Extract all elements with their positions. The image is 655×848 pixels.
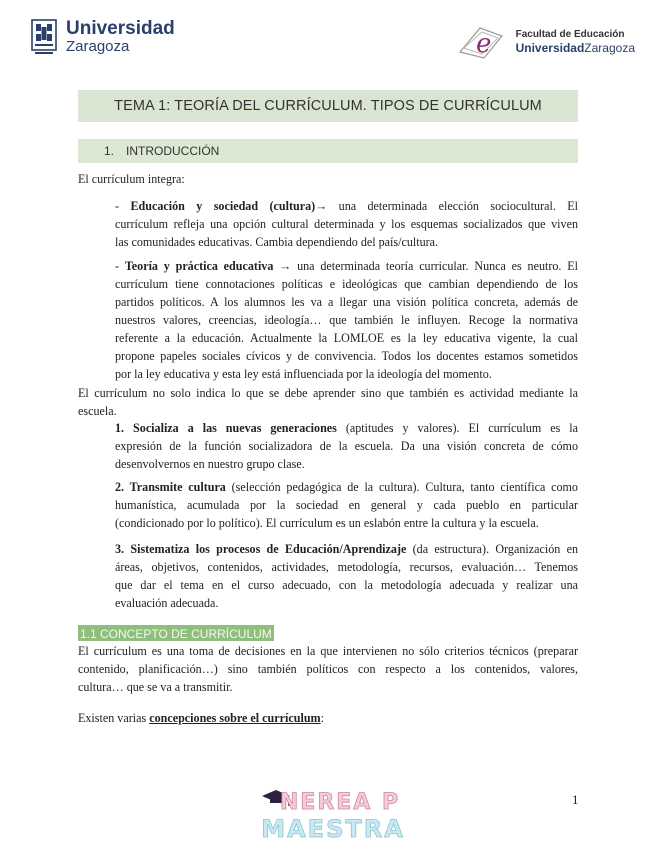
para3-line1: El currículum es una toma de decisiones en la que intervienen no sólo criterios técnicos (preparar (78, 644, 578, 658)
faculty-university-bold: Universidad (515, 41, 585, 55)
document-title: TEMA 1: TEORÍA DEL CURRÍCULUM. TIPOS DE CURRÍCULUM (114, 98, 542, 114)
item2-line3: (condicionado por lo político). El currículum es un eslabón entre la cultura y la escuela. (115, 516, 539, 530)
document-title-box (78, 90, 578, 122)
paragraph-concepciones: Existen varias concepciones sobre el currículum: (78, 711, 324, 725)
logo-line1: NEREA P (279, 790, 401, 815)
section-heading: INTRODUCCIÓN (126, 144, 220, 158)
bullet2-line6: propone papeles sociales cívicos y de convivencia. Todos los docentes estamos sometidos (115, 349, 578, 363)
intro-text: El currículum integra: (78, 172, 185, 186)
item2-line2: humanística, acumulada por la sociedad en general y cada pueblo en particular (115, 498, 578, 512)
para2-line1: El currículum no solo indica lo que se debe aprender sino que también es actividad mediante la (78, 386, 578, 400)
subsection-heading: 1.1 CONCEPTO DE CURRÍCULUM (80, 627, 272, 641)
uz-name-line2: Zaragoza (66, 38, 130, 55)
item3-line3: que dar el tema en el curso adecuado, con la metodología adecuada y realizar una (115, 578, 578, 592)
bullet1-line2: currículum refleja una opción cultural determinada y los esquemas socializados que viven (115, 217, 578, 231)
item-transmite (115, 478, 578, 532)
faculty-university (516, 41, 635, 56)
concepciones-link-text: concepciones sobre el currículum (149, 711, 321, 725)
item1-line3: desenvolvernos en nuestro grupo clase. (115, 457, 305, 471)
subsection-highlight (78, 625, 274, 641)
section-heading-box (78, 139, 578, 163)
bullet2-line2: currículum tiene connotaciones políticas e ideológicas que cambian dependiendo de los (115, 277, 578, 291)
paragraph-concepto (78, 642, 578, 696)
bullet2-line7: por la ley educativa y esta ley está influenciada por la ideología del momento. (115, 367, 492, 381)
item3-line1: 3. Sistematiza los procesos de Educación/Aprendizaje (da estructura). Organización en (115, 542, 578, 556)
bullet2-line5: referente a la educación. Actualmente la LOMLOE es la ley educativa vigente, la cual (115, 331, 578, 345)
bullet1-line1: - Educación y sociedad (cultura)→ una determinada elección sociocultural. El (115, 199, 578, 213)
bullet1-line3: las comunidades educativas. Cambia dependiendo del país/cultura. (115, 235, 439, 249)
bullet-teoria-practica (115, 257, 578, 383)
facultad-educacion-logo (454, 22, 635, 62)
bullet2-line1: - Teoría y práctica educativa → una determinada teoría curricular. Nunca es neutro. El (115, 259, 578, 273)
uz-name-line1: Universidad (66, 18, 175, 39)
item1-line1: 1. Socializa a las nuevas generaciones (aptitudes y valores). El currículum es la (115, 421, 578, 435)
bullet2-line3: partidos políticos. A los alumnos les va a llegar una visión política concreta, además de (115, 295, 578, 309)
universidad-zaragoza-logo (30, 18, 175, 56)
item2-line1: 2. Transmite cultura (selección pedagógica de la cultura). Cultura, tanto científica como (115, 480, 578, 494)
page-number: 1 (572, 792, 579, 807)
item3-line4: evaluación adecuada. (115, 596, 219, 610)
logo-line2: MAESTRA (261, 815, 405, 843)
para3-line3: cultura… que se va a transmitir. (78, 680, 233, 694)
bullet-educacion-sociedad (115, 197, 578, 251)
university-shield-icon (30, 18, 58, 56)
section-number: 1. (104, 144, 115, 158)
faculty-university-rest: Zaragoza (584, 41, 635, 55)
page-header (0, 0, 655, 90)
faculty-name: Facultad de Educación (515, 29, 625, 40)
paragraph-actividad (78, 384, 578, 420)
para2-line2: escuela. (78, 404, 117, 418)
svg-text:e: e (475, 29, 491, 59)
faculty-e-mark-icon (454, 22, 510, 62)
item-sistematiza (115, 540, 578, 612)
item-socializa (115, 419, 578, 473)
para3-line2: contenido, planificación…) sino también políticos con respecto a los contenidos, valores, (78, 662, 578, 676)
bullet2-line4: nuestros valores, creencias, ideología… que también le influyen. Recoge la normativa (115, 313, 578, 327)
item1-line2: expresión de la función socializadora de la escuela. Da una visión concreta de cómo (115, 439, 578, 453)
item3-line2: áreas, objetivos, contenidos, actividades, metodología, recursos, evaluación… Tenemos (115, 560, 578, 574)
nerea-p-maestra-logo (258, 782, 408, 844)
